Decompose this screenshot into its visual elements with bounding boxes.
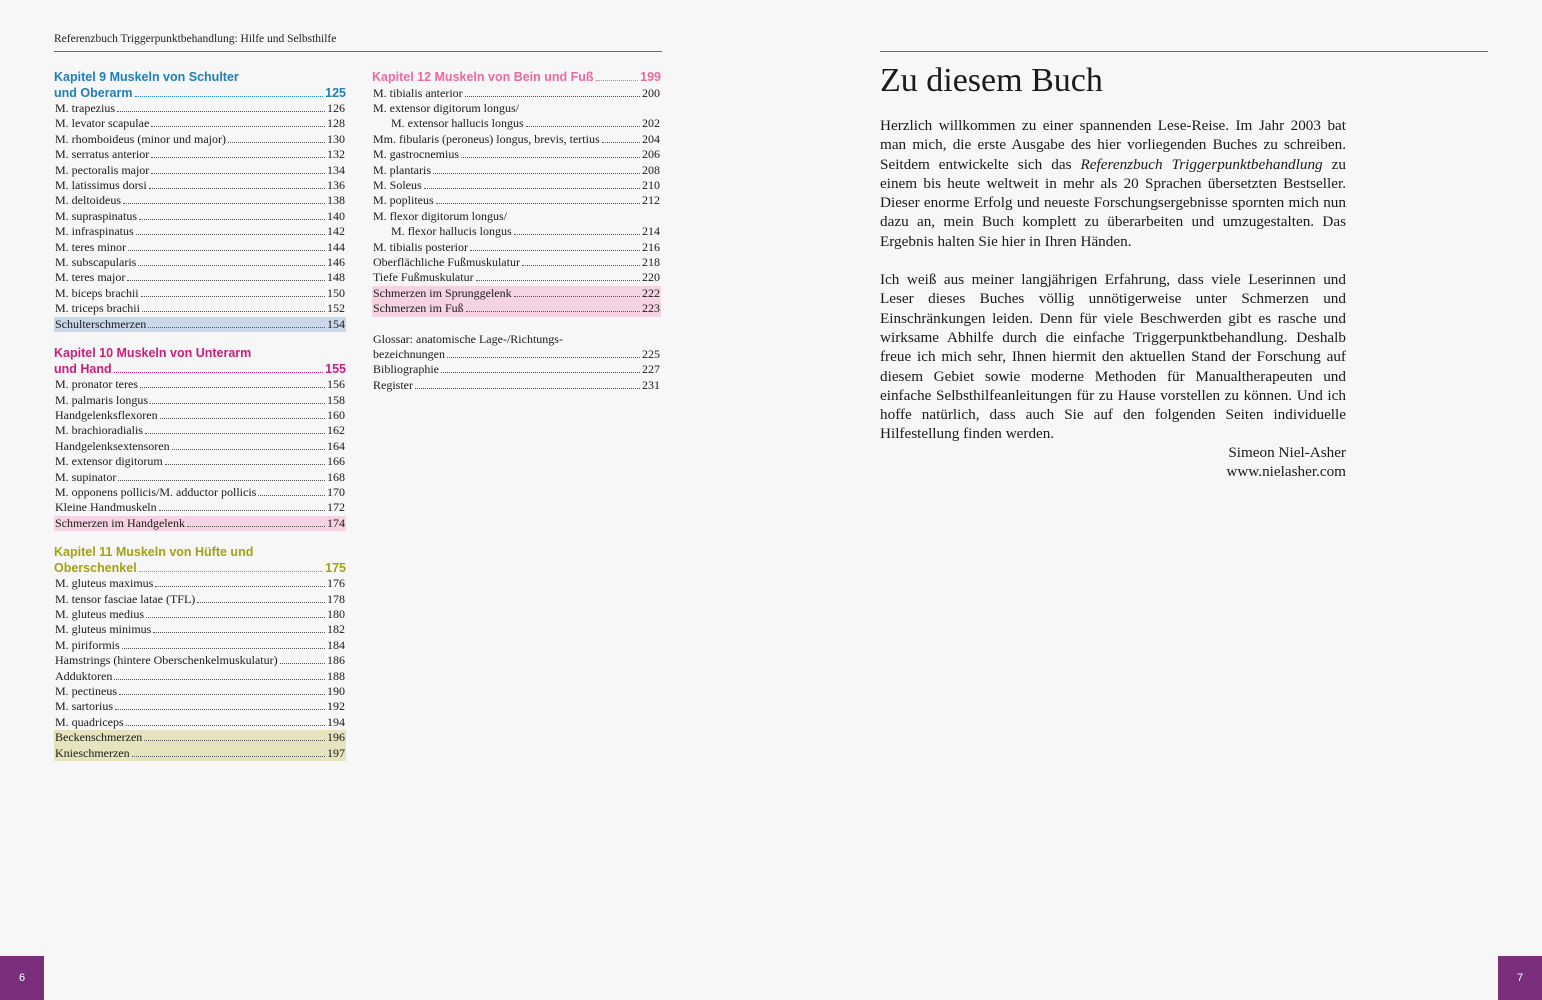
chapter-page: 175 [325, 560, 346, 575]
entry-page: 170 [327, 484, 345, 499]
entry-page: 138 [327, 193, 345, 208]
chapter-page: 125 [325, 85, 346, 100]
toc-entry-glossar[interactable]: Glossar: anatomische Lage-/Richtungs- [373, 331, 563, 346]
header-rule-right [880, 51, 1488, 52]
toc-entry[interactable] [372, 86, 661, 101]
page-number-left: 6 [0, 956, 44, 1000]
entry-page: 150 [327, 285, 345, 300]
entry-page: 162 [327, 423, 345, 438]
entry-page: 210 [642, 177, 660, 192]
entry-page: 164 [327, 438, 345, 453]
entry-label: M. popliteus [373, 193, 434, 208]
toc-entry[interactable] [54, 286, 346, 301]
toc-list-chapter-9 [54, 101, 346, 332]
entry-label: Beckenschmerzen [55, 730, 143, 745]
entry-label: M. supinator [55, 469, 117, 484]
entry-page: 152 [327, 301, 345, 316]
entry-label: M. extensor digitorum [55, 454, 163, 469]
entry-label: Schmerzen im Handgelenk [55, 515, 185, 530]
toc-entry[interactable] [54, 116, 346, 131]
entry-page: 142 [327, 224, 345, 239]
entry-label: M. triceps brachii [55, 301, 140, 316]
entry-label: M. biceps brachii [55, 285, 139, 300]
toc-entry-register[interactable] [372, 378, 661, 393]
toc-column-2 [372, 70, 661, 393]
page-title: Zu diesem Buch [880, 62, 1103, 99]
entry-page: 208 [642, 162, 660, 177]
entry-label: M. deltoideus [55, 193, 121, 208]
chapter-page: 155 [325, 361, 346, 376]
entry-label: M. pectoralis major [55, 162, 150, 177]
entry-page: 176 [327, 576, 345, 591]
toc-entry[interactable] [54, 255, 346, 270]
toc-entry[interactable] [54, 653, 346, 668]
entry-label: M. teres major [55, 270, 126, 285]
toc-entry[interactable] [54, 746, 346, 761]
entry-page: 146 [327, 255, 345, 270]
entry-label: M. levator scapulae [55, 116, 150, 131]
toc-entry[interactable] [54, 240, 346, 255]
toc-entry[interactable] [54, 408, 346, 423]
entry-label: Register [373, 377, 413, 392]
entry-label: M. subscapularis [55, 255, 137, 270]
toc-entry[interactable] [54, 485, 346, 500]
entry-page: 126 [327, 101, 345, 115]
entry-label: Schmerzen im Fuß [373, 301, 464, 316]
entry-label: Schmerzen im Sprunggelenk [373, 285, 512, 300]
toc-entry[interactable] [372, 163, 661, 178]
entry-label: M. supraspinatus [55, 208, 137, 223]
entry-page: 136 [327, 178, 345, 193]
entry-label: M. Soleus [373, 177, 422, 192]
toc-entry[interactable] [54, 470, 346, 485]
entry-label: M. latissimus dorsi [55, 178, 147, 193]
toc-entry[interactable] [54, 377, 346, 392]
toc-entry[interactable] [54, 607, 346, 622]
entry-label: M. teres minor [55, 239, 126, 254]
entry-page: 174 [327, 515, 345, 530]
chapter-title-line: und Oberarm [54, 85, 133, 100]
toc-column-1 [54, 70, 346, 761]
toc-entry[interactable] [54, 622, 346, 637]
entry-page: 218 [642, 254, 660, 269]
entry-page: 184 [327, 637, 345, 652]
toc-entry[interactable] [54, 423, 346, 438]
entry-label: bezeichnungen [373, 347, 445, 361]
toc-entry[interactable] [54, 592, 346, 607]
entry-page: 222 [642, 285, 660, 300]
entry-label: Handgelenksflexoren [55, 407, 158, 422]
toc-entry[interactable] [372, 270, 661, 285]
entry-page: 134 [327, 162, 345, 177]
entry-page: 216 [642, 239, 660, 254]
entry-label: M. rhomboideus (minor und major) [55, 131, 226, 146]
chapter-title-line: Kapitel 12 Muskeln von Bein und Fuß [372, 70, 594, 84]
entry-label: Oberflächliche Fußmuskulatur [373, 254, 520, 269]
entry-label: M. palmaris longus [55, 392, 148, 407]
entry-page: 223 [642, 301, 660, 316]
signature [1100, 443, 1346, 482]
page-number-right: 7 [1498, 956, 1542, 1000]
toc-entry[interactable] [372, 224, 661, 239]
entry-page: 188 [327, 668, 345, 683]
book-title-emphasis: Referenzbuch Triggerpunktbehandlung [1080, 155, 1323, 173]
entry-page: 166 [327, 454, 345, 469]
toc-entry-glossar-cont[interactable] [372, 347, 661, 362]
entry-label: M. gluteus minimus [55, 622, 152, 637]
intro-paragraph-2: Ich weiß aus meiner langjährigen Erfahrung, dass viele Leserinnen und Leser dieses Buches völlig unnötigerweise unter Schmerzen und Einschränkungen leiden. Denn für viele Beschwerden gibt es rasche und wirksame Abhilfe durch die einfache Triggerpunktbehandlung. Deshalb freue ich mich sehr, Ihnen hiermit den aktuellen Stand der Forschung auf diesem Gebiet sowie moderne Methoden für Manualtherapeuten und einfache Selbsthilfeanleitungen für zu Hause vorstellen zu können. Und ich hoffe natürlich, dass auch Sie auf den folgenden Seiten individuelle Hilfestellung finden werden. [880, 271, 1346, 443]
entry-page: 212 [642, 193, 660, 208]
author-name: Simeon Niel-Asher [1228, 444, 1346, 461]
entry-label: M. flexor hallucis longus [391, 224, 512, 239]
toc-chapter-9[interactable] [54, 70, 346, 101]
entry-label: M. pronator teres [55, 377, 138, 392]
entry-label: Tiefe Fußmuskulatur [373, 270, 474, 285]
entry-label: Adduktoren [55, 668, 113, 683]
entry-page: 186 [327, 653, 345, 668]
entry-label: M. tensor fasciae latae (TFL) [55, 591, 196, 606]
toc-entry[interactable] [54, 132, 346, 147]
entry-page: 172 [327, 500, 345, 515]
entry-label: M. extensor hallucis longus [391, 116, 524, 131]
toc-entry[interactable] [54, 500, 346, 515]
entry-label: M. opponens pollicis/M. adductor pollicis [55, 484, 257, 499]
toc-entry[interactable] [54, 715, 346, 730]
toc-entry[interactable] [54, 147, 346, 162]
toc-entry[interactable] [54, 576, 346, 591]
toc-list-chapter-10 [54, 377, 346, 531]
entry-page: 231 [642, 377, 660, 392]
toc-entry[interactable] [54, 163, 346, 178]
entry-page: 214 [642, 224, 660, 239]
entry-page: 130 [327, 131, 345, 146]
entry-page: 182 [327, 622, 345, 637]
entry-label: Kleine Handmuskeln [55, 500, 157, 515]
toc-entry[interactable] [54, 224, 346, 239]
entry-page: 156 [327, 377, 345, 392]
entry-label: Hamstrings (hintere Oberschenkelmuskulatur) [55, 653, 278, 668]
entry-page: 206 [642, 147, 660, 162]
entry-page: 154 [327, 316, 345, 331]
entry-label: M. plantaris [373, 162, 431, 177]
entry-page: 220 [642, 270, 660, 285]
header-rule-left [54, 51, 662, 52]
entry-page: 178 [327, 591, 345, 606]
intro-paragraph-1: Herzlich willkommen zu einer spannenden Lese-Reise. Im Jahr 2003 bat man mich, die erste Ausgabe des hier vorliegenden Buches zu schreiben. Seitdem entwickelte sich das Referenzbuch Triggerpunktbehandlung zu einem bis heute weltweit in mehr als 20 Sprachen übersetzten Bestseller. Dieser enorme Erfolg und neueste Forschungsergebnisse spornten mich nun dazu an, mein Buch komplett zu überarbeiten und umzugestalten. Das Ergebnis halten Sie hier in Ihren Händen. [880, 117, 1346, 250]
entry-page: 140 [327, 208, 345, 223]
entry-page: 158 [327, 392, 345, 407]
toc-entry[interactable] [372, 178, 661, 193]
entry-page: 160 [327, 407, 345, 422]
entry-label: Schulterschmerzen [55, 316, 147, 331]
entry-page: 132 [327, 147, 345, 162]
chapter-title-line: und Hand [54, 361, 112, 376]
toc-entry[interactable] [372, 255, 661, 270]
toc-list-chapter-11 [54, 576, 346, 761]
toc-entry[interactable] [54, 730, 346, 745]
entry-label: M. infraspinatus [55, 224, 134, 239]
entry-label: M. quadriceps [55, 714, 124, 729]
entry-label: M. sartorius [55, 699, 113, 714]
chapter-title-line: Oberschenkel [54, 560, 137, 575]
entry-label: M. gastrocnemius [373, 147, 459, 162]
author-website[interactable]: www.nielasher.com [1226, 463, 1346, 481]
toc-entry[interactable] [54, 193, 346, 208]
toc-list-chapter-12 [372, 86, 661, 317]
toc-chapter-12[interactable] [372, 70, 661, 86]
toc-entry[interactable] [54, 439, 346, 454]
toc-entry[interactable] [54, 516, 346, 531]
toc-entry[interactable] [54, 270, 346, 285]
toc-entry[interactable] [54, 393, 346, 408]
toc-entry[interactable] [372, 301, 661, 316]
toc-entry[interactable] [54, 684, 346, 699]
entry-label: Handgelenksextensoren [55, 438, 170, 453]
entry-label: M. gluteus medius [55, 606, 144, 621]
toc-entry[interactable] [372, 240, 661, 255]
entry-label: M. brachioradialis [55, 423, 143, 438]
entry-page: 190 [327, 684, 345, 698]
toc-entry[interactable] [54, 638, 346, 653]
entry-page: 200 [642, 85, 660, 100]
entry-page: 204 [642, 131, 660, 146]
chapter-page: 199 [640, 70, 661, 84]
entry-page: 194 [327, 714, 345, 729]
entry-page: 192 [327, 699, 345, 714]
toc-entry-bibliographie[interactable] [372, 362, 661, 377]
toc-entry[interactable] [372, 147, 661, 162]
toc-entry[interactable] [54, 209, 346, 224]
entry-page: 128 [327, 116, 345, 131]
intro-text [880, 116, 1346, 463]
toc-entry[interactable] [372, 116, 661, 131]
entry-label: M. gluteus maximus [55, 576, 154, 591]
entry-label: M. tibialis anterior [373, 85, 463, 100]
chapter-title-line: Kapitel 10 Muskeln von Unterarm [54, 346, 252, 361]
entry-page: 227 [642, 362, 660, 377]
chapter-title-line: Kapitel 9 Muskeln von Schulter [54, 70, 239, 84]
entry-page: 168 [327, 469, 345, 484]
toc-entry[interactable] [54, 317, 346, 332]
toc-entry[interactable] [54, 178, 346, 193]
toc-chapter-11[interactable] [54, 545, 346, 576]
entry-label: Knieschmerzen [55, 745, 130, 760]
entry-page: 197 [327, 745, 345, 760]
entry-label: M. serratus anterior [55, 147, 150, 162]
entry-page: 180 [327, 606, 345, 621]
toc-entry[interactable] [54, 454, 346, 469]
toc-entry[interactable]: M. extensor digitorum longus/ [373, 100, 519, 115]
entry-label: M. trapezius [55, 101, 115, 115]
toc-entry[interactable] [54, 301, 346, 316]
toc-chapter-10[interactable] [54, 346, 346, 377]
entry-page: 202 [642, 116, 660, 131]
toc-entry[interactable] [54, 669, 346, 684]
entry-page: 225 [642, 347, 660, 361]
toc-entry[interactable] [54, 699, 346, 714]
entry-label: Bibliographie [373, 362, 439, 377]
entry-label: M. tibialis posterior [373, 239, 468, 254]
running-head: Referenzbuch Triggerpunktbehandlung: Hilfe und Selbsthilfe [54, 33, 337, 45]
toc-entry[interactable] [372, 132, 661, 147]
entry-page: 196 [327, 730, 345, 745]
toc-entry[interactable]: M. flexor digitorum longus/ [373, 208, 507, 223]
chapter-title-line: Kapitel 11 Muskeln von Hüfte und [54, 545, 254, 560]
toc-entry[interactable] [54, 101, 346, 116]
entry-label: M. piriformis [55, 637, 120, 652]
toc-entry[interactable] [372, 286, 661, 301]
entry-page: 148 [327, 270, 345, 285]
toc-entry[interactable] [372, 193, 661, 208]
entry-page: 144 [327, 239, 345, 254]
entry-label: Mm. fibularis (peroneus) longus, brevis, tertius [373, 131, 600, 146]
entry-label: M. pectineus [55, 684, 117, 698]
